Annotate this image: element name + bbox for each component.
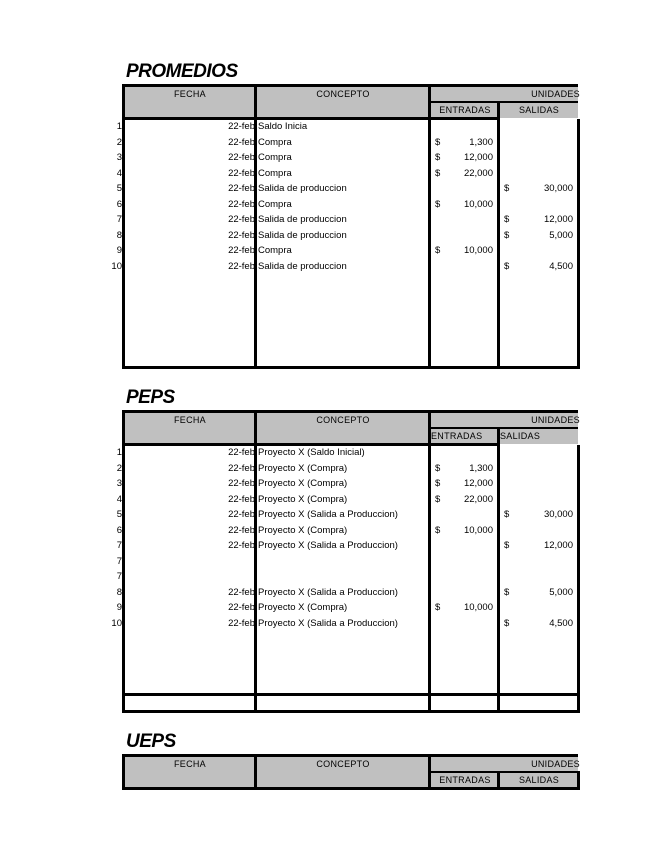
row-number: 5 bbox=[116, 183, 122, 194]
table-row bbox=[0, 538, 655, 553]
concepto-cell: Salida de produccion bbox=[258, 260, 347, 272]
row-number: 7 bbox=[116, 571, 122, 582]
salidas-header: SALIDAS bbox=[500, 431, 541, 441]
entrada-value: 1,300 bbox=[469, 136, 493, 148]
currency-symbol: $ bbox=[435, 462, 441, 474]
table-row bbox=[0, 197, 655, 212]
currency-symbol: $ bbox=[435, 602, 441, 613]
fecha-cell: 22-feb bbox=[228, 198, 255, 210]
currency-symbol: $ bbox=[504, 540, 510, 551]
currency-symbol: $ bbox=[504, 183, 510, 194]
unidades-header: UNIDADES bbox=[531, 759, 580, 769]
table-row bbox=[0, 585, 655, 600]
fecha-cell: 22-feb bbox=[228, 136, 255, 148]
fecha-cell: 22-feb bbox=[228, 540, 255, 551]
concepto-cell: Compra bbox=[258, 136, 292, 148]
row-number: 3 bbox=[116, 478, 122, 489]
peps-title: PEPS bbox=[126, 387, 175, 408]
concepto-cell: Salida de produccion bbox=[258, 214, 347, 225]
table-row bbox=[0, 243, 655, 258]
salidas-header: SALIDAS bbox=[518, 105, 560, 115]
entradas-header: ENTRADAS bbox=[439, 775, 491, 785]
currency-symbol: $ bbox=[504, 509, 510, 520]
salida-value: 30,000 bbox=[543, 509, 573, 520]
table-row bbox=[0, 476, 655, 491]
row-number: 2 bbox=[116, 462, 122, 474]
salida-value: 12,000 bbox=[543, 214, 573, 225]
row-number: 10 bbox=[111, 617, 122, 629]
table-row bbox=[0, 212, 655, 227]
unidades-header: UNIDADES bbox=[531, 89, 580, 99]
entradas-header: ENTRADAS bbox=[431, 431, 483, 441]
concepto-cell: Saldo Inicia bbox=[258, 121, 308, 132]
salida-value: 5,000 bbox=[549, 586, 573, 598]
salida-value: 4,500 bbox=[549, 260, 573, 272]
concepto-cell: Proyecto X (Salida a Produccion) bbox=[258, 586, 398, 598]
concepto-cell: Proyecto X (Compra) bbox=[258, 524, 348, 536]
concepto-cell: Proyecto X (Compra) bbox=[258, 602, 348, 613]
concepto-cell: Compra bbox=[258, 198, 292, 210]
row-number: 8 bbox=[116, 229, 122, 241]
entrada-value: 1,300 bbox=[469, 462, 493, 474]
entrada-value: 22,000 bbox=[463, 167, 493, 179]
table-row bbox=[0, 150, 655, 165]
concepto-cell: Proyecto X (Compra) bbox=[258, 493, 348, 505]
concepto-cell: Proyecto X (Compra) bbox=[258, 462, 348, 474]
concepto-cell: Compra bbox=[258, 167, 292, 179]
fecha-cell: 22-feb bbox=[228, 447, 255, 458]
table-row bbox=[0, 119, 655, 134]
row-number: 7 bbox=[116, 540, 122, 551]
fecha-header: FECHA bbox=[173, 89, 206, 99]
row-number: 9 bbox=[116, 602, 122, 613]
fecha-header: FECHA bbox=[173, 759, 206, 769]
ueps-title: UEPS bbox=[126, 731, 176, 752]
table-row bbox=[0, 600, 655, 615]
table-row bbox=[0, 259, 655, 274]
currency-symbol: $ bbox=[435, 136, 441, 148]
currency-symbol: $ bbox=[504, 617, 510, 629]
row-number: 1 bbox=[116, 447, 122, 458]
currency-symbol: $ bbox=[435, 478, 441, 489]
table-row bbox=[0, 554, 655, 569]
entrada-value: 10,000 bbox=[463, 602, 493, 613]
table-row bbox=[0, 523, 655, 538]
promedios-title: PROMEDIOS bbox=[126, 61, 238, 82]
currency-symbol: $ bbox=[435, 198, 441, 210]
entrada-value: 22,000 bbox=[463, 493, 493, 505]
concepto-cell: Proyecto X (Salida a Produccion) bbox=[258, 617, 398, 629]
salida-value: 5,000 bbox=[549, 229, 573, 241]
concepto-header: CONCEPTO bbox=[316, 89, 370, 99]
fecha-cell: 22-feb bbox=[228, 229, 255, 241]
row-number: 8 bbox=[116, 586, 122, 598]
fecha-cell: 22-feb bbox=[228, 493, 255, 505]
entrada-value: 10,000 bbox=[463, 524, 493, 536]
concepto-cell: Proyecto X (Compra) bbox=[258, 478, 348, 489]
concepto-cell: Compra bbox=[258, 245, 292, 256]
fecha-cell: 22-feb bbox=[228, 121, 255, 132]
row-number: 4 bbox=[116, 493, 122, 505]
table-row bbox=[0, 445, 655, 460]
table-row bbox=[0, 135, 655, 150]
row-number: 4 bbox=[116, 167, 122, 179]
concepto-cell: Proyecto X (Saldo Inicial) bbox=[258, 447, 365, 458]
row-number: 5 bbox=[116, 509, 122, 520]
entrada-value: 12,000 bbox=[463, 152, 493, 163]
concepto-cell: Proyecto X (Salida a Produccion) bbox=[258, 509, 398, 520]
concepto-cell: Salida de produccion bbox=[258, 183, 347, 194]
currency-symbol: $ bbox=[435, 493, 441, 505]
fecha-cell: 22-feb bbox=[228, 260, 255, 272]
concepto-cell: Compra bbox=[258, 152, 292, 163]
row-number: 9 bbox=[116, 245, 122, 256]
row-number: 6 bbox=[116, 524, 122, 536]
row-number: 2 bbox=[116, 136, 122, 148]
fecha-cell: 22-feb bbox=[228, 245, 255, 256]
table-row bbox=[0, 569, 655, 584]
table-row bbox=[0, 507, 655, 522]
fecha-cell: 22-feb bbox=[228, 524, 255, 536]
concepto-header: CONCEPTO bbox=[316, 759, 370, 769]
entrada-value: 10,000 bbox=[463, 245, 493, 256]
table-row bbox=[0, 492, 655, 507]
currency-symbol: $ bbox=[435, 152, 441, 163]
currency-symbol: $ bbox=[504, 214, 510, 225]
currency-symbol: $ bbox=[504, 260, 510, 272]
fecha-cell: 22-feb bbox=[228, 152, 255, 163]
entrada-value: 10,000 bbox=[463, 198, 493, 210]
table-row bbox=[0, 181, 655, 196]
currency-symbol: $ bbox=[504, 586, 510, 598]
entradas-header: ENTRADAS bbox=[439, 105, 491, 115]
salida-value: 12,000 bbox=[543, 540, 573, 551]
entrada-value: 12,000 bbox=[463, 478, 493, 489]
table-row bbox=[0, 461, 655, 476]
currency-symbol: $ bbox=[435, 167, 441, 179]
concepto-cell: Proyecto X (Salida a Produccion) bbox=[258, 540, 398, 551]
fecha-cell: 22-feb bbox=[228, 602, 255, 613]
concepto-cell: Salida de produccion bbox=[258, 229, 347, 241]
fecha-cell: 22-feb bbox=[228, 509, 255, 520]
salidas-header: SALIDAS bbox=[518, 775, 560, 785]
row-number: 10 bbox=[111, 260, 122, 272]
table-row bbox=[0, 616, 655, 631]
salida-value: 4,500 bbox=[549, 617, 573, 629]
fecha-header: FECHA bbox=[173, 415, 206, 425]
fecha-cell: 22-feb bbox=[228, 167, 255, 179]
unidades-header: UNIDADES bbox=[531, 415, 580, 425]
currency-symbol: $ bbox=[504, 229, 510, 241]
fecha-cell: 22-feb bbox=[228, 462, 255, 474]
row-number: 1 bbox=[116, 121, 122, 132]
fecha-cell: 22-feb bbox=[228, 478, 255, 489]
concepto-header: CONCEPTO bbox=[316, 415, 370, 425]
row-number: 7 bbox=[116, 555, 122, 567]
currency-symbol: $ bbox=[435, 524, 441, 536]
table-row bbox=[0, 166, 655, 181]
row-number: 6 bbox=[116, 198, 122, 210]
table-row bbox=[0, 228, 655, 243]
fecha-cell: 22-feb bbox=[228, 214, 255, 225]
row-number: 7 bbox=[116, 214, 122, 225]
row-number: 3 bbox=[116, 152, 122, 163]
salida-value: 30,000 bbox=[543, 183, 573, 194]
fecha-cell: 22-feb bbox=[228, 617, 255, 629]
fecha-cell: 22-feb bbox=[228, 586, 255, 598]
currency-symbol: $ bbox=[435, 245, 441, 256]
fecha-cell: 22-feb bbox=[228, 183, 255, 194]
